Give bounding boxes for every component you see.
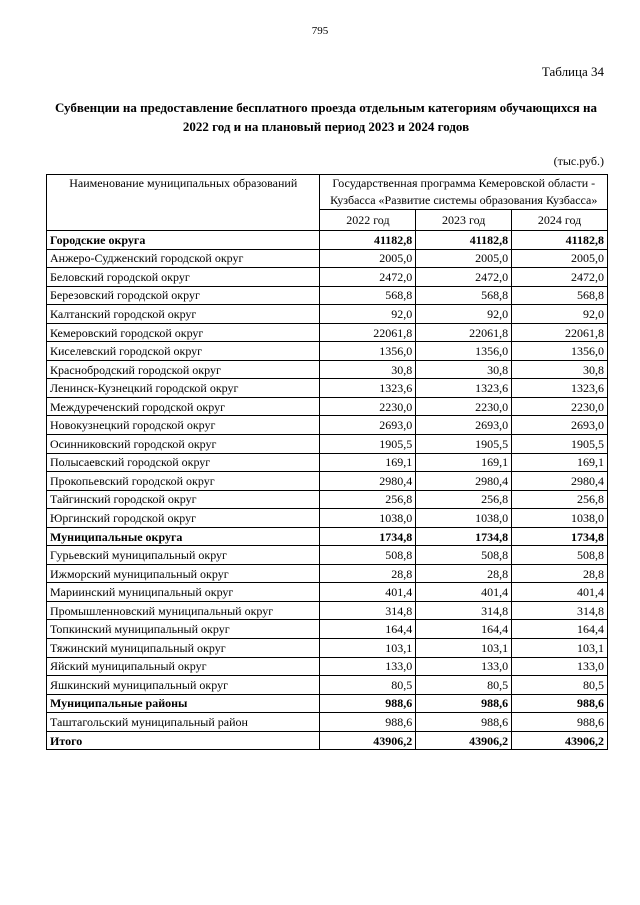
value-2023: 2980,4	[416, 472, 512, 491]
table-row	[47, 379, 608, 398]
table-row-subtotal	[47, 231, 608, 250]
value-2024: 80,5	[512, 676, 608, 695]
value-2022: 43906,2	[320, 731, 416, 750]
value-2022: 1905,5	[320, 435, 416, 454]
value-2024: 2980,4	[512, 472, 608, 491]
row-name: Городские округа	[47, 231, 320, 250]
value-2022: 401,4	[320, 583, 416, 602]
row-name: Гурьевский муниципальный округ	[47, 546, 320, 565]
table-body	[47, 231, 608, 750]
value-2024: 1323,6	[512, 379, 608, 398]
page-number: 795	[311, 25, 329, 37]
value-2023: 2005,0	[416, 249, 512, 268]
value-2022: 256,8	[320, 490, 416, 509]
value-2023: 1323,6	[416, 379, 512, 398]
header-program: Государственная программа Кемеровской области - Кузбасса «Развитие системы образования Кузбасса»	[320, 175, 608, 210]
table-row	[47, 546, 608, 565]
header-row-program	[47, 175, 608, 210]
table-header	[47, 175, 608, 231]
value-2023: 22061,8	[416, 323, 512, 342]
row-name: Березовский городской округ	[47, 286, 320, 305]
header-name-column: Наименование муниципальных образований	[47, 175, 320, 231]
header-year-2023: 2023 год	[416, 210, 512, 231]
table-row	[47, 713, 608, 732]
table-row	[47, 472, 608, 491]
value-2022: 41182,8	[320, 231, 416, 250]
row-name: Муниципальные округа	[47, 527, 320, 546]
row-name: Новокузнецкий городской округ	[47, 416, 320, 435]
value-2023: 2693,0	[416, 416, 512, 435]
row-name: Мариинский муниципальный округ	[47, 583, 320, 602]
value-2022: 988,6	[320, 694, 416, 713]
value-2022: 164,4	[320, 620, 416, 639]
table-row	[47, 509, 608, 528]
value-2023: 2230,0	[416, 397, 512, 416]
value-2022: 314,8	[320, 601, 416, 620]
value-2024: 169,1	[512, 453, 608, 472]
row-name: Ленинск-Кузнецкий городской округ	[47, 379, 320, 398]
value-2022: 2230,0	[320, 397, 416, 416]
value-2022: 169,1	[320, 453, 416, 472]
row-name: Яшкинский муниципальный округ	[47, 676, 320, 695]
table-row	[47, 601, 608, 620]
value-2023: 133,0	[416, 657, 512, 676]
value-2022: 508,8	[320, 546, 416, 565]
value-2024: 1734,8	[512, 527, 608, 546]
units-label: (тыс.руб.)	[553, 154, 604, 168]
value-2022: 2005,0	[320, 249, 416, 268]
value-2023: 28,8	[416, 564, 512, 583]
row-name: Яйский муниципальный округ	[47, 657, 320, 676]
row-name: Топкинский муниципальный округ	[47, 620, 320, 639]
value-2024: 43906,2	[512, 731, 608, 750]
value-2024: 988,6	[512, 713, 608, 732]
row-name: Тайгинский городской округ	[47, 490, 320, 509]
value-2023: 988,6	[416, 713, 512, 732]
value-2023: 1734,8	[416, 527, 512, 546]
value-2023: 169,1	[416, 453, 512, 472]
value-2022: 1038,0	[320, 509, 416, 528]
value-2023: 43906,2	[416, 731, 512, 750]
value-2023: 80,5	[416, 676, 512, 695]
value-2024: 28,8	[512, 564, 608, 583]
table-row	[47, 397, 608, 416]
table-row	[47, 416, 608, 435]
table-row	[47, 676, 608, 695]
row-name: Ижморский муниципальный округ	[47, 564, 320, 583]
value-2022: 1323,6	[320, 379, 416, 398]
value-2024: 568,8	[512, 286, 608, 305]
value-2023: 1905,5	[416, 435, 512, 454]
table-row	[47, 490, 608, 509]
value-2024: 133,0	[512, 657, 608, 676]
row-name: Анжеро-Судженский городской округ	[47, 249, 320, 268]
value-2024: 988,6	[512, 694, 608, 713]
value-2024: 22061,8	[512, 323, 608, 342]
row-name: Калтанский городской округ	[47, 305, 320, 324]
row-name: Полысаевский городской округ	[47, 453, 320, 472]
header-year-2022: 2022 год	[320, 210, 416, 231]
table-row-subtotal	[47, 527, 608, 546]
value-2024: 41182,8	[512, 231, 608, 250]
value-2022: 133,0	[320, 657, 416, 676]
value-2023: 164,4	[416, 620, 512, 639]
document-title: Субвенции на предоставление бесплатного проезда отдельным категориям обучающихся на 2022 год и на плановый период 2023 и 2024 годов	[54, 100, 597, 134]
row-name: Муниципальные районы	[47, 694, 320, 713]
row-name: Кемеровский городской округ	[47, 323, 320, 342]
row-name: Тяжинский муниципальный округ	[47, 639, 320, 658]
table-row	[47, 342, 608, 361]
value-2024: 2693,0	[512, 416, 608, 435]
table-row	[47, 286, 608, 305]
row-name: Юргинский городской округ	[47, 509, 320, 528]
table-row	[47, 657, 608, 676]
table-row	[47, 268, 608, 287]
value-2024: 508,8	[512, 546, 608, 565]
value-2023: 256,8	[416, 490, 512, 509]
row-name: Итого	[47, 731, 320, 750]
table-row	[47, 305, 608, 324]
table-row	[47, 360, 608, 379]
value-2024: 103,1	[512, 639, 608, 658]
value-2022: 2472,0	[320, 268, 416, 287]
value-2022: 1734,8	[320, 527, 416, 546]
value-2023: 2472,0	[416, 268, 512, 287]
row-name: Таштагольский муниципальный район	[47, 713, 320, 732]
row-name: Беловский городской округ	[47, 268, 320, 287]
value-2024: 2230,0	[512, 397, 608, 416]
value-2024: 1038,0	[512, 509, 608, 528]
value-2023: 988,6	[416, 694, 512, 713]
table-row	[47, 249, 608, 268]
value-2022: 1356,0	[320, 342, 416, 361]
table-row	[47, 453, 608, 472]
table-row	[47, 323, 608, 342]
row-name: Промышленновский муниципальный округ	[47, 601, 320, 620]
row-name: Краснобродский городской округ	[47, 360, 320, 379]
value-2022: 30,8	[320, 360, 416, 379]
value-2024: 2005,0	[512, 249, 608, 268]
value-2024: 30,8	[512, 360, 608, 379]
row-name: Киселевский городской округ	[47, 342, 320, 361]
table-row	[47, 435, 608, 454]
value-2024: 256,8	[512, 490, 608, 509]
value-2022: 2980,4	[320, 472, 416, 491]
row-name: Прокопьевский городской округ	[47, 472, 320, 491]
value-2023: 30,8	[416, 360, 512, 379]
value-2022: 568,8	[320, 286, 416, 305]
value-2023: 41182,8	[416, 231, 512, 250]
value-2023: 1356,0	[416, 342, 512, 361]
value-2023: 1038,0	[416, 509, 512, 528]
value-2024: 1356,0	[512, 342, 608, 361]
table-row	[47, 639, 608, 658]
value-2022: 28,8	[320, 564, 416, 583]
value-2023: 103,1	[416, 639, 512, 658]
header-year-2024: 2024 год	[512, 210, 608, 231]
table-row	[47, 620, 608, 639]
table-row	[47, 564, 608, 583]
value-2022: 22061,8	[320, 323, 416, 342]
value-2024: 1905,5	[512, 435, 608, 454]
row-name: Междуреченский городской округ	[47, 397, 320, 416]
row-name: Осинниковский городской округ	[47, 435, 320, 454]
value-2023: 401,4	[416, 583, 512, 602]
value-2024: 92,0	[512, 305, 608, 324]
value-2024: 2472,0	[512, 268, 608, 287]
value-2022: 92,0	[320, 305, 416, 324]
value-2024: 164,4	[512, 620, 608, 639]
value-2023: 314,8	[416, 601, 512, 620]
table-row	[47, 583, 608, 602]
value-2022: 80,5	[320, 676, 416, 695]
table-row-subtotal	[47, 694, 608, 713]
value-2022: 103,1	[320, 639, 416, 658]
value-2024: 314,8	[512, 601, 608, 620]
value-2022: 2693,0	[320, 416, 416, 435]
value-2022: 988,6	[320, 713, 416, 732]
value-2023: 568,8	[416, 286, 512, 305]
table-label: Таблица 34	[541, 64, 604, 79]
value-2023: 508,8	[416, 546, 512, 565]
subvention-table	[46, 174, 608, 750]
value-2023: 92,0	[416, 305, 512, 324]
value-2024: 401,4	[512, 583, 608, 602]
table-row-subtotal	[47, 731, 608, 750]
